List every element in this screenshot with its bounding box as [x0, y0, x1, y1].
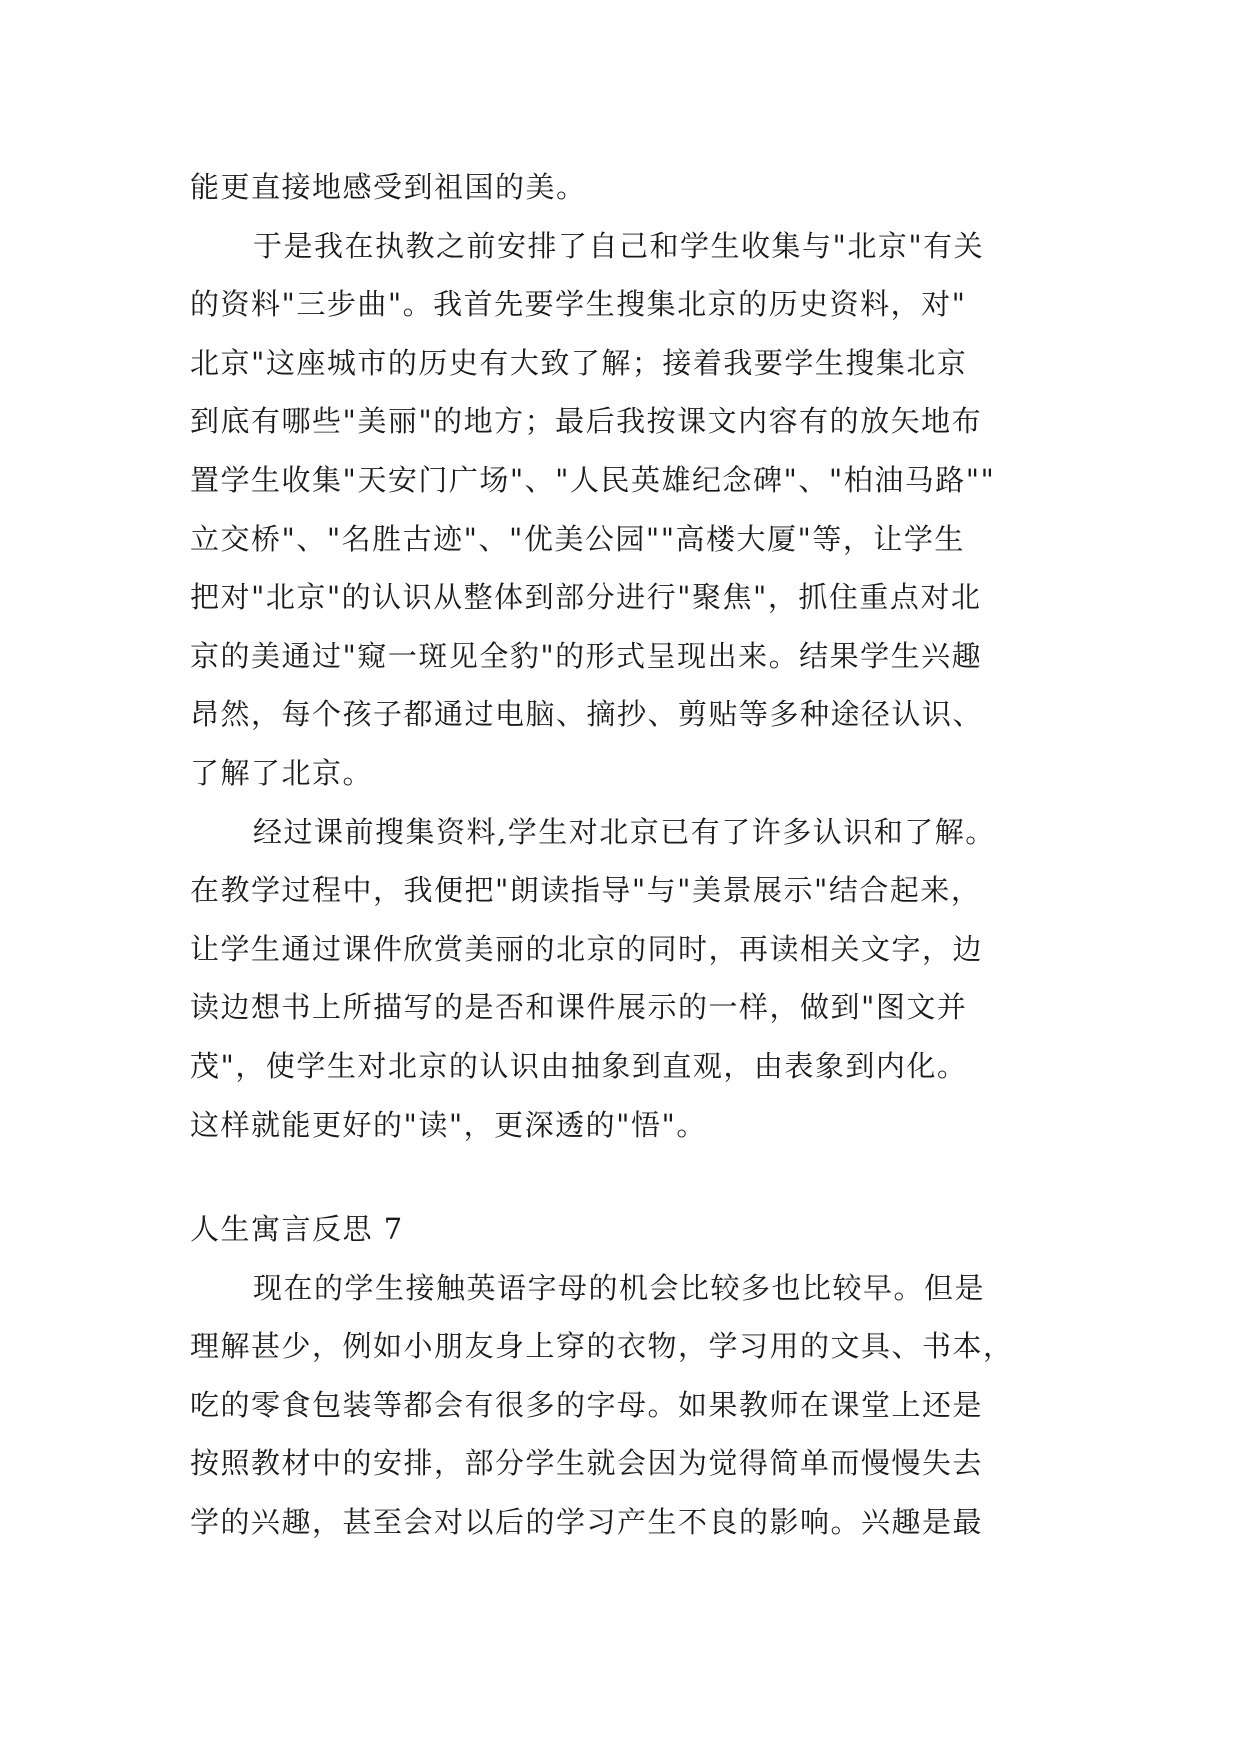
- text-line: 北京"这座城市的历史有大致了解；接着我要学生搜集北京: [190, 345, 968, 380]
- text-line: 的资料"三步曲"。我首先要学生搜集北京的历史资料，对": [190, 287, 967, 322]
- text-line: 京的美通过"窥一斑见全豹"的形式呈现出来。结果学生兴趣: [190, 638, 983, 673]
- text-line: 现在的学生接触英语字母的机会比较多也比较早。但是: [253, 1270, 986, 1305]
- paragraph-reading-guidance: [190, 803, 1062, 1155]
- text-line: 按照教材中的安排，部分学生就会因为觉得简单而慢慢失去: [190, 1446, 984, 1481]
- text-line: 立交桥"、"名胜古迹"、"优美公园""高楼大厦"等，让学生: [190, 521, 965, 556]
- text-line: 吃的零食包装等都会有很多的字母。如果教师在课堂上还是: [190, 1387, 984, 1422]
- text-line: 学的兴趣，甚至会对以后的学习产生不良的影响。兴趣是最: [190, 1505, 984, 1540]
- text-line: 读边想书上所描写的是否和课件展示的一样，做到"图文并: [190, 990, 968, 1025]
- text-line: 昂然，每个孩子都通过电脑、摘抄、剪贴等多种途径认识、: [190, 697, 984, 732]
- section-spacer: [190, 1154, 1062, 1200]
- document-page: [190, 158, 1062, 1552]
- paragraph-english-letters: [190, 1259, 1062, 1552]
- text-line: 让学生通过课件欣赏美丽的北京的同时，再读相关文字，边: [190, 931, 984, 966]
- text-line: 在教学过程中，我便把"朗读指导"与"美景展示"结合起来，: [190, 873, 982, 908]
- text-line: 于是我在执教之前安排了自己和学生收集与"北京"有关: [253, 228, 985, 263]
- paragraph-continuation: [190, 158, 1062, 217]
- text-line: 这样就能更好的"读"，更深透的"悟"。: [190, 1107, 707, 1142]
- text-line: 理解甚少，例如小朋友身上穿的衣物，学习用的文具、书本，: [190, 1329, 1014, 1364]
- text-line: 置学生收集"天安门广场"、"人民英雄纪念碑"、"柏油马路"": [190, 462, 996, 497]
- text-line: 经过课前搜集资料,学生对北京已有了许多认识和了解。: [253, 814, 996, 849]
- text-line: 茂"，使学生对北京的认识由抽象到直观，由表象到内化。: [190, 1048, 968, 1083]
- text-line: 到底有哪些"美丽"的地方；最后我按课文内容有的放矢地布: [190, 404, 983, 439]
- section-heading: 人生寓言反思 7: [190, 1212, 404, 1247]
- paragraph-beijing-materials: [190, 217, 1062, 803]
- text-line: 能更直接地感受到祖国的美。: [190, 170, 587, 204]
- text-line: 把对"北京"的认识从整体到部分进行"聚焦"，抓住重点对北: [190, 580, 982, 615]
- text-line: 了解了北京。: [190, 755, 374, 790]
